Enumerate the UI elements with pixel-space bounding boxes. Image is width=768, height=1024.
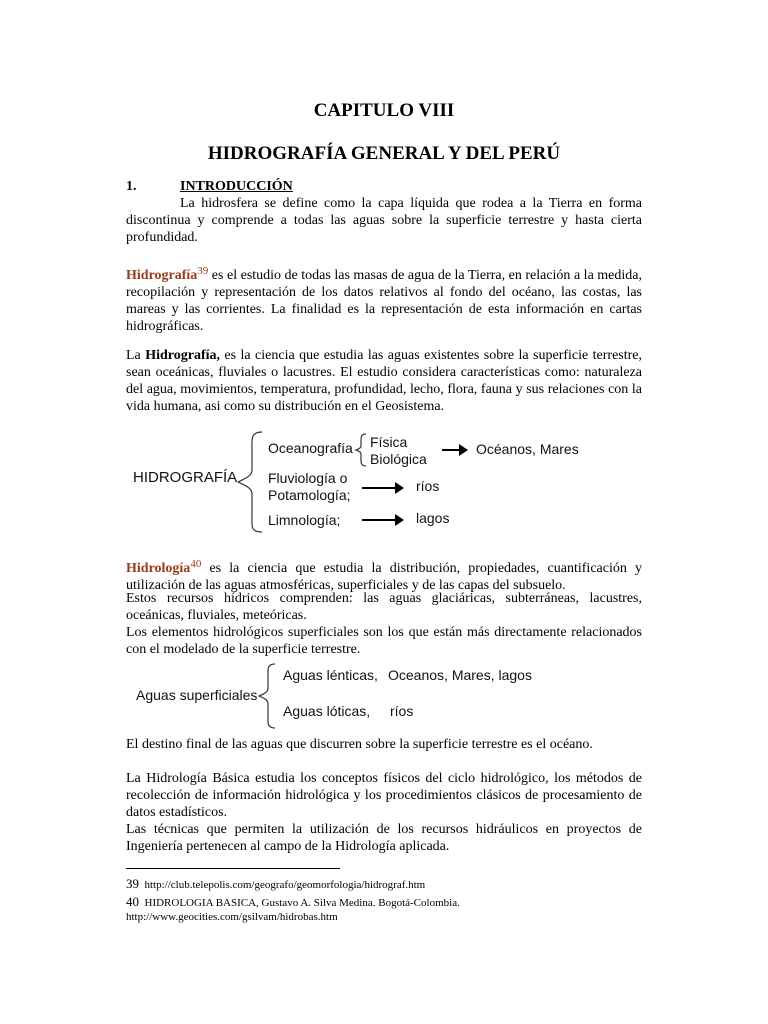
diagram2-loticas: Aguas lóticas, [283, 703, 371, 719]
arrow-icon [362, 487, 396, 489]
section-number: 1. [126, 179, 137, 194]
hidrografia-def-text: es el estudio de todas las masas de agua de la Tierra, en relación a la medida, recopilación y representación de los datos relativos al fondo del océano, las costas, las mareas y las corrientes. La finalidad es la representación de esta información en cartas hidrográficas. [126, 268, 642, 334]
brace-small-icon [354, 433, 368, 467]
tecnicas-paragraph: Las técnicas que permiten la utilización de los recursos hidráulicos en proyectos de Ingeniería pertenecen al campo de la Hidrología aplicada. [126, 822, 642, 854]
arrow-icon [442, 449, 460, 451]
footnote-num: 39 [126, 876, 139, 891]
chapter-title: CAPITULO VIII [313, 100, 455, 121]
footnote-ref-40[interactable]: 40 [190, 558, 202, 570]
footnote-ref-39[interactable]: 39 [197, 265, 209, 277]
intro-text: La hidrosfera se define como la capa líquida que rodea a la Tierra en forma discontinua y comprende a todas las aguas sobre la superficie terrestre y hasta cierta profundidad. [126, 196, 642, 245]
hidrologia-basica-paragraph: La Hidrología Básica estudia los conceptos físicos del ciclo hidrológico, los métodos de recolección de información hidrológica y los procedimientos clásicos de procesamiento de datos estadísticos. [126, 771, 642, 820]
diagram-rios: ríos [416, 478, 440, 494]
diagram-lagos: lagos [416, 510, 450, 526]
brace-icon [236, 430, 266, 534]
hidrografia-ciencia-text: es la ciencia que estudia las aguas existentes sobre la superficie terrestre, sean oceánicas, fluviales o lacustres. El estudio considera características como: naturaleza del agua, movimientos, temperatura, profundidad, lecho, flora, fauna y sus relaciones con la vida humana, asi como su distribución en el Geosistema. [126, 348, 643, 414]
brace-icon [257, 662, 277, 730]
chapter-subtitle: HIDROGRAFÍA GENERAL Y DEL PERÚ [207, 143, 561, 164]
diagram-oceanos-mares: Océanos, Mares [476, 441, 579, 457]
footnote-text: HIDROLOGIA BASICA, Gustavo A. Silva Medina. Bogotá-Colombia. [144, 897, 460, 909]
hidrologia-def-text: es la ciencia que estudia la distribución, propiedades, cuantificación y utilización de las aguas atmosféricas, superficiales y de las capas del subsuelo. [126, 561, 642, 593]
hidrografia-ciencia-paragraph [126, 347, 642, 415]
diagram-limnologia: Limnología; [268, 512, 341, 528]
diagram2-root: Aguas superficiales [136, 687, 258, 703]
elementos-paragraph: Los elementos hidrológicos superficiales son los que están más directamente relacionados con el modelado de la superficie terrestre. [126, 625, 642, 657]
diagram2-lenticas: Aguas lénticas, [283, 667, 378, 683]
hidrologia-definition [126, 556, 642, 594]
recursos-paragraph: Estos recursos hídricos comprenden: las aguas glaciáricas, subterráneas, lacustres, oceánicas, fluviales, meteóricas. [126, 591, 642, 623]
hidrografia-term: Hidrografía [126, 268, 198, 283]
footnote-divider [126, 868, 340, 869]
diagram-potamologia: Potamología; [268, 487, 351, 503]
diagram2-loticas-dest: ríos [390, 703, 414, 719]
hidrografia-definition [126, 263, 642, 335]
hidrografia-ciencia-prefix: La [126, 348, 146, 363]
section-title: INTRODUCCIÓN [180, 179, 293, 194]
diagram2-lenticas-dest: Oceanos, Mares, lagos [388, 667, 532, 683]
destino-paragraph: El destino final de las aguas que discurren sobre la superficie terrestre es el océano. [126, 737, 593, 752]
footnote-39 [126, 877, 646, 892]
diagram-root-hidrografia: HIDROGRAFÍA [133, 469, 238, 486]
arrow-icon [362, 519, 396, 521]
footnote-40 [126, 895, 646, 910]
footnote-num: 40 [126, 894, 139, 909]
hidrologia-term: Hidrología [126, 561, 191, 576]
hidrografia-ciencia-term: Hidrografía, [145, 348, 220, 363]
footnote-link[interactable]: http://club.telepolis.com/geografo/geomorfologia/hidrograf.htm [144, 879, 426, 891]
diagram-fluviologia: Fluviología o [268, 470, 348, 486]
diagram-biologica: Biológica [370, 451, 427, 467]
footnote-40-url[interactable]: http://www.geocities.com/gsilvam/hidrobas.htm [126, 911, 338, 923]
diagram-oceanografia: Oceanografía [268, 440, 353, 456]
intro-paragraph [126, 195, 642, 246]
diagram-fisica: Física [370, 434, 408, 450]
